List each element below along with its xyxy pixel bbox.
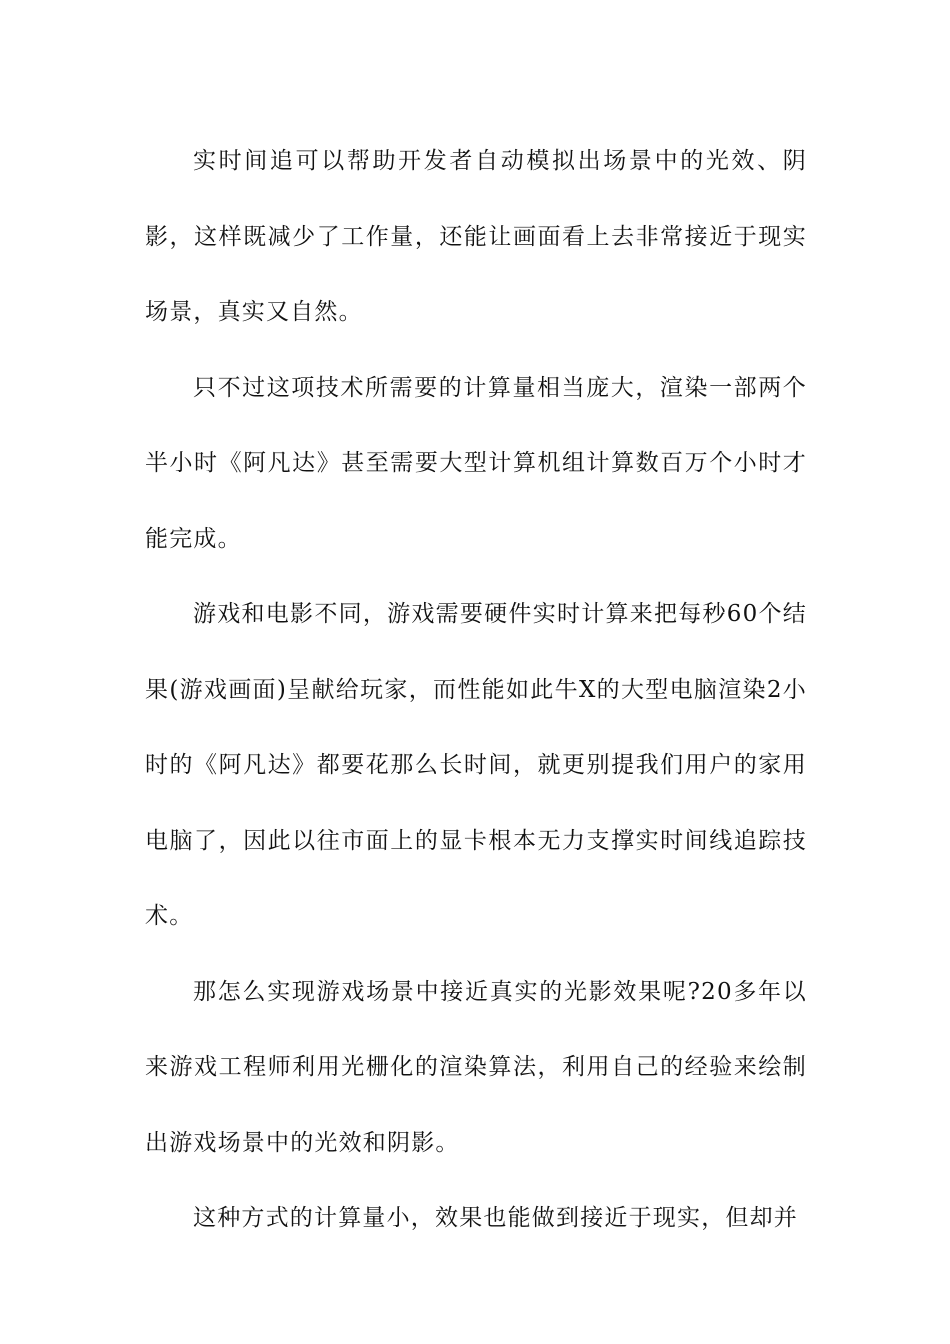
paragraph-1: 实时间追可以帮助开发者自动模拟出场景中的光效、阴影，这样既减少了工作量，还能让画面看上去非常接近于现实场景，真实又自然。 (145, 148, 807, 325)
document-body (145, 124, 807, 1257)
paragraph-3: 游戏和电影不同，游戏需要硬件实时计算来把每秒60个结果(游戏画面)呈献给玩家，而性能如此牛X的大型电脑渲染2小时的《阿凡达》都要花那么长时间，就更别提我们用户的家用电脑了，因此以往市面上的显卡根本无力支撑实时间线追踪技术。 (145, 601, 807, 929)
paragraph-5: 这种方式的计算量小，效果也能做到接近于现实，但却并 (193, 1205, 798, 1231)
paragraph-2: 只不过这项技术所需要的计算量相当庞大，渲染一部两个半小时《阿凡达》甚至需要大型计算机组计算数百万个小时才能完成。 (145, 374, 807, 552)
paragraph-4: 那怎么实现游戏场景中接近真实的光影效果呢?20多年以来游戏工程师利用光栅化的渲染算法，利用自己的经验来绘制出游戏场景中的光效和阴影。 (145, 978, 807, 1156)
